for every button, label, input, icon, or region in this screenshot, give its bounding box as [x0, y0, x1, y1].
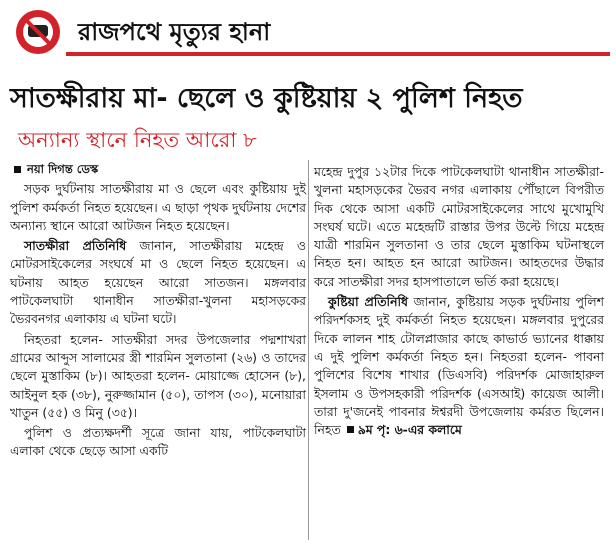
headline: সাতক্ষীরায় মা- ছেলে ও কুষ্টিয়ায় ২ পুলিশ নিহত [10, 83, 523, 114]
article-column-right [314, 163, 604, 441]
paragraph: নিহতরা হলেন- সাতক্ষীরা সদর উপজেলার পদ্মশাখরা গ্রামের আব্দুস সালামের স্ত্রী শারমিন সুলতানা (২৬) ও তাদের ছেলে মুস্তাকিম (৮)। আহতরা হলেন- মোয়াজ্জে হোসেন (৮), আইনুল হক (৩৮), নুরুজ্জামান (৫০), তাপস (৩০), মনোয়ারা খাতুন (৫৫) ও মিনু (৩৫)। [10, 331, 306, 420]
article-column-left [10, 160, 306, 463]
section-title: রাজপথে মৃত্যুর হানা [78, 18, 271, 46]
byline-text: নয়া দিগন্ত ডেস্ক [27, 162, 99, 176]
continuation-jump[interactable] [345, 422, 462, 437]
paragraph: পুলিশ ও প্রত্যক্ষদর্শী সূত্রে জানা যায়, পাটকেলঘাটা এলাকা থেকে ছেড়ে আসা একটি [10, 425, 306, 459]
paragraph [10, 237, 306, 328]
section-header [8, 8, 608, 58]
reporter-lead: কুষ্টিয়া প্রতিনিধি [328, 294, 408, 310]
byline [10, 160, 306, 178]
header-rule [66, 52, 610, 56]
subheadline: অন্যান্য স্থানে নিহত আরো ৮ [18, 128, 257, 152]
paragraph: সড়ক দুর্ঘটনায় সাতক্ষীরায় মা ও ছেলে এবং কুষ্টিয়ায় দুই পুলিশ কর্মকর্তা নিহত হয়েছেন। এ ছাড়া পৃথক দুর্ঘটনায় দেশের অন্যান্য স্থানে আরো আটজন নিহত হয়েছেন। [10, 181, 306, 233]
reporter-lead: সাতক্ষীরা প্রতিনিধি [24, 238, 127, 254]
paragraph [314, 293, 604, 439]
paragraph: মহেন্দ্র দুপুর ১২টার দিকে পাটকেলঘাটা থানাধীন সাতক্ষীরা-খুলনা মহাসড়কের ভৈরব নগর এলাকায় পৌঁছালে বিপরীত দিক থেকে আসা একটি মোটরসাইকেলের সাথে মুখোমুখি সংঘর্ষ ঘটে। এতে মহেন্দ্রটি রাস্তার উপর উল্টে গিয়ে মহেন্দ্র যাত্রী শারমিন সুলতানা ও তার ছেলে মুস্তাকিম ঘটনাস্থলে নিহত হন। আহত হন আরো আটজন। আহতদের উদ্ধার করে সাতক্ষীরা সদর হাসপাতালে ভর্তি করা হয়েছে। [314, 164, 604, 289]
column-divider [308, 160, 309, 540]
continuation-text: ৯ম পৃ: ৬-এর কলামে [357, 422, 462, 438]
bullet-square-icon [14, 166, 21, 173]
paragraph-text: জানান, কুষ্টিয়ায় সড়ক দুর্ঘটনায় পুলিশ পরিদর্শকসহ দুই কর্মকর্তা নিহত হয়েছেন। মঙ্গলবার দুপুরের দিকে লালন শাহ টোলপ্লাজার কাছে কাভার্ড ভ্যানের ধাক্কায় এ দুই পুলিশ কর্মকর্তা নিহত হন। নিহতরা হলেন- পাবনা পুলিশের বিশেষ শাখার (ডিএসবি) পরিদর্শক মোজাহারুল ইসলাম ও উপসহকারী পরিদর্শক (এসআই) কায়েজ আলী। তারা দু'জনেই পাবনার ঈশ্বরদী উপজেলায় কর্মরত ছিলেন। নিহত [314, 294, 604, 438]
bullet-square-icon [347, 426, 354, 433]
paragraph-text: জানান, সাতক্ষীরায় মহেন্দ্র ও মোটরসাইকেলের সংঘর্ষে মা ও ছেলে নিহত হয়েছেন। এ ঘটনায় আহত হয়েছেন আরো সাতজন। মঙ্গলবার পাটকেলঘাটা থানাধীন সাতক্ষীরা-খুলনা মহাসড়কের ভৈরবনগর এলাকায় এ ঘটনা ঘটে। [10, 238, 306, 327]
no-car-icon [16, 10, 60, 54]
